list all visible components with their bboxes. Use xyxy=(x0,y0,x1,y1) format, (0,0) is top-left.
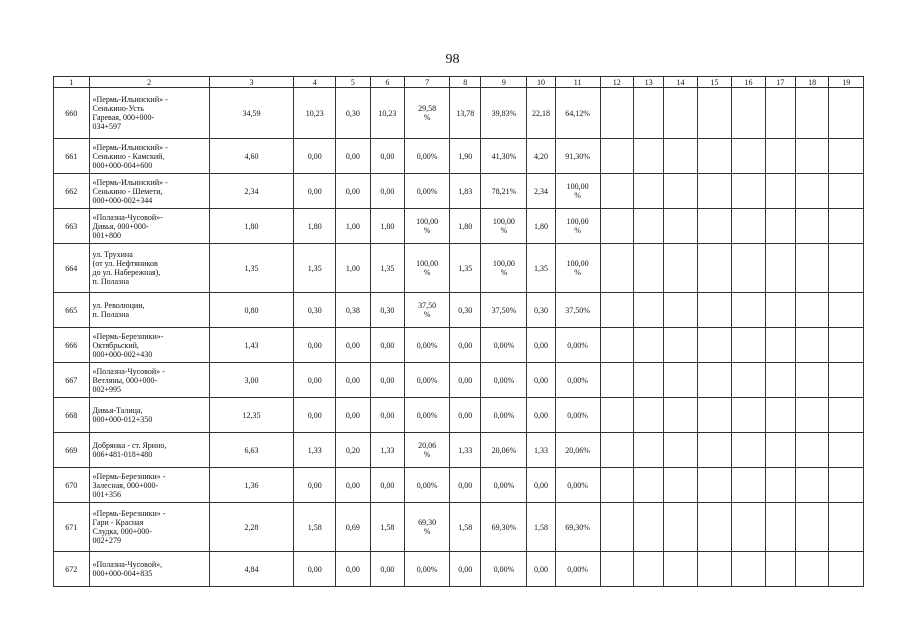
value-cell: 0,00 xyxy=(336,552,370,587)
value-cell: 0,00% xyxy=(405,468,450,503)
value-cell: 1,80 xyxy=(527,209,555,244)
value-cell: 0,00 xyxy=(527,328,555,363)
table-row xyxy=(54,293,864,328)
column-header: 4 xyxy=(294,77,336,88)
table-row xyxy=(54,433,864,468)
table-row xyxy=(54,328,864,363)
value-cell: 0,00 xyxy=(370,363,404,398)
value-cell: 0,00 xyxy=(370,174,404,209)
empty-cell xyxy=(765,398,795,433)
value-cell: 0,30 xyxy=(527,293,555,328)
column-header: 17 xyxy=(765,77,795,88)
value-cell: 0,00 xyxy=(527,363,555,398)
value-cell: 0,00 xyxy=(370,139,404,174)
value-cell: 69,30 % xyxy=(405,503,450,552)
value-cell: 0,00 xyxy=(336,363,370,398)
road-name-cell: ул. Революции, п. Полазна xyxy=(89,293,209,328)
table-row xyxy=(54,209,864,244)
empty-cell xyxy=(829,328,864,363)
value-cell: 0,00 xyxy=(450,552,481,587)
value-cell: 91,30% xyxy=(555,139,600,174)
empty-cell xyxy=(795,552,828,587)
value-cell: 0,00 xyxy=(294,468,336,503)
column-header: 15 xyxy=(697,77,731,88)
row-number-cell: 661 xyxy=(54,139,90,174)
empty-cell xyxy=(765,503,795,552)
empty-cell xyxy=(732,139,765,174)
value-cell: 100,00 % xyxy=(555,209,600,244)
table-row xyxy=(54,552,864,587)
empty-cell xyxy=(664,433,697,468)
empty-cell xyxy=(829,139,864,174)
empty-cell xyxy=(697,363,731,398)
value-cell: 69,30% xyxy=(555,503,600,552)
value-cell: 12,35 xyxy=(209,398,294,433)
value-cell: 0,00 xyxy=(370,328,404,363)
empty-cell xyxy=(600,363,633,398)
value-cell: 0,00 xyxy=(336,174,370,209)
empty-cell xyxy=(829,244,864,293)
value-cell: 0,00% xyxy=(481,398,527,433)
value-cell: 10,23 xyxy=(370,88,404,139)
value-cell: 1,90 xyxy=(450,139,481,174)
value-cell: 0,00% xyxy=(555,328,600,363)
value-cell: 69,30% xyxy=(481,503,527,552)
value-cell: 0,00 xyxy=(294,552,336,587)
empty-cell xyxy=(664,244,697,293)
table-row xyxy=(54,244,864,293)
row-number-cell: 664 xyxy=(54,244,90,293)
road-name-cell: «Пермь-Ильинский» - Сенькино - Шемети, 000+000-002+344 xyxy=(89,174,209,209)
empty-cell xyxy=(664,328,697,363)
value-cell: 4,60 xyxy=(209,139,294,174)
value-cell: 1,00 xyxy=(336,244,370,293)
value-cell: 39,83% xyxy=(481,88,527,139)
empty-cell xyxy=(765,433,795,468)
road-name-cell: «Полазна-Чусовой»- Дивья, 000+000- 001+800 xyxy=(89,209,209,244)
value-cell: 0,00 xyxy=(336,328,370,363)
empty-cell xyxy=(732,552,765,587)
empty-cell xyxy=(765,328,795,363)
value-cell: 100,00 % xyxy=(481,244,527,293)
empty-cell xyxy=(765,552,795,587)
value-cell: 0,00% xyxy=(555,363,600,398)
empty-cell xyxy=(697,88,731,139)
empty-cell xyxy=(664,468,697,503)
value-cell: 0,00% xyxy=(405,328,450,363)
empty-cell xyxy=(795,328,828,363)
empty-cell xyxy=(634,552,664,587)
empty-cell xyxy=(795,293,828,328)
empty-cell xyxy=(664,293,697,328)
value-cell: 2,34 xyxy=(209,174,294,209)
row-number-cell: 663 xyxy=(54,209,90,244)
empty-cell xyxy=(664,363,697,398)
empty-cell xyxy=(634,293,664,328)
row-number-cell: 669 xyxy=(54,433,90,468)
empty-cell xyxy=(697,244,731,293)
row-number-cell: 670 xyxy=(54,468,90,503)
empty-cell xyxy=(795,398,828,433)
value-cell: 37,50 % xyxy=(405,293,450,328)
value-cell: 0,00% xyxy=(405,139,450,174)
column-header: 14 xyxy=(664,77,697,88)
empty-cell xyxy=(795,433,828,468)
table-header-row xyxy=(54,77,864,88)
column-header: 11 xyxy=(555,77,600,88)
table-row xyxy=(54,398,864,433)
empty-cell xyxy=(765,293,795,328)
row-number-cell: 668 xyxy=(54,398,90,433)
empty-cell xyxy=(829,174,864,209)
empty-cell xyxy=(732,468,765,503)
empty-cell xyxy=(829,398,864,433)
value-cell: 41,30% xyxy=(481,139,527,174)
empty-cell xyxy=(732,174,765,209)
empty-cell xyxy=(600,139,633,174)
empty-cell xyxy=(829,468,864,503)
empty-cell xyxy=(732,433,765,468)
value-cell: 0,00 xyxy=(294,139,336,174)
value-cell: 0,30 xyxy=(336,88,370,139)
empty-cell xyxy=(795,468,828,503)
value-cell: 0,00 xyxy=(527,398,555,433)
value-cell: 0,00 xyxy=(294,328,336,363)
empty-cell xyxy=(732,363,765,398)
value-cell: 1,35 xyxy=(370,244,404,293)
value-cell: 1,58 xyxy=(370,503,404,552)
value-cell: 1,58 xyxy=(527,503,555,552)
empty-cell xyxy=(600,244,633,293)
column-header: 9 xyxy=(481,77,527,88)
value-cell: 1,35 xyxy=(209,244,294,293)
value-cell: 0,20 xyxy=(336,433,370,468)
value-cell: 1,35 xyxy=(294,244,336,293)
column-header: 3 xyxy=(209,77,294,88)
table-row xyxy=(54,139,864,174)
empty-cell xyxy=(732,293,765,328)
value-cell: 3,00 xyxy=(209,363,294,398)
column-header: 8 xyxy=(450,77,481,88)
value-cell: 4,20 xyxy=(527,139,555,174)
row-number-cell: 660 xyxy=(54,88,90,139)
empty-cell xyxy=(600,433,633,468)
value-cell: 0,30 xyxy=(294,293,336,328)
value-cell: 1,83 xyxy=(450,174,481,209)
column-header: 18 xyxy=(795,77,828,88)
empty-cell xyxy=(664,398,697,433)
empty-cell xyxy=(795,363,828,398)
value-cell: 0,00% xyxy=(481,552,527,587)
value-cell: 29,58 % xyxy=(405,88,450,139)
value-cell: 0,00% xyxy=(481,468,527,503)
empty-cell xyxy=(829,363,864,398)
empty-cell xyxy=(732,244,765,293)
page-number: 98 xyxy=(445,52,460,67)
empty-cell xyxy=(664,88,697,139)
value-cell: 2,34 xyxy=(527,174,555,209)
value-cell: 1,00 xyxy=(336,209,370,244)
empty-cell xyxy=(600,88,633,139)
column-header: 19 xyxy=(829,77,864,88)
empty-cell xyxy=(634,209,664,244)
empty-cell xyxy=(600,468,633,503)
empty-cell xyxy=(697,174,731,209)
empty-cell xyxy=(634,244,664,293)
value-cell: 6,63 xyxy=(209,433,294,468)
empty-cell xyxy=(634,503,664,552)
value-cell: 1,80 xyxy=(209,209,294,244)
row-number-cell: 662 xyxy=(54,174,90,209)
empty-cell xyxy=(600,293,633,328)
value-cell: 0,00 xyxy=(527,468,555,503)
empty-cell xyxy=(600,209,633,244)
value-cell: 20,06% xyxy=(481,433,527,468)
empty-cell xyxy=(732,328,765,363)
road-name-cell: «Пермь-Ильинский» - Сенькино-Усть Гаревая, 000+000- 034+597 xyxy=(89,88,209,139)
empty-cell xyxy=(697,468,731,503)
value-cell: 0,00 xyxy=(450,468,481,503)
empty-cell xyxy=(600,552,633,587)
table-row xyxy=(54,363,864,398)
empty-cell xyxy=(697,293,731,328)
value-cell: 20,06% xyxy=(555,433,600,468)
empty-cell xyxy=(732,209,765,244)
empty-cell xyxy=(765,468,795,503)
empty-cell xyxy=(634,468,664,503)
value-cell: 1,33 xyxy=(527,433,555,468)
table-row xyxy=(54,468,864,503)
empty-cell xyxy=(697,398,731,433)
value-cell: 0,00% xyxy=(481,328,527,363)
column-header: 16 xyxy=(732,77,765,88)
empty-cell xyxy=(634,174,664,209)
value-cell: 100,00 % xyxy=(405,244,450,293)
empty-cell xyxy=(732,88,765,139)
empty-cell xyxy=(600,503,633,552)
empty-cell xyxy=(795,503,828,552)
value-cell: 1,80 xyxy=(450,209,481,244)
value-cell: 100,00 % xyxy=(555,244,600,293)
row-number-cell: 666 xyxy=(54,328,90,363)
column-header: 13 xyxy=(634,77,664,88)
value-cell: 4,84 xyxy=(209,552,294,587)
value-cell: 0,00 xyxy=(370,552,404,587)
value-cell: 0,00% xyxy=(405,363,450,398)
empty-cell xyxy=(634,328,664,363)
value-cell: 1,58 xyxy=(450,503,481,552)
value-cell: 100,00 % xyxy=(555,174,600,209)
column-header: 12 xyxy=(600,77,633,88)
value-cell: 0,38 xyxy=(336,293,370,328)
empty-cell xyxy=(634,398,664,433)
value-cell: 0,00 xyxy=(450,328,481,363)
value-cell: 100,00 % xyxy=(405,209,450,244)
empty-cell xyxy=(634,88,664,139)
empty-cell xyxy=(600,174,633,209)
value-cell: 0,00 xyxy=(336,139,370,174)
value-cell: 0,00 xyxy=(336,468,370,503)
row-number-cell: 671 xyxy=(54,503,90,552)
empty-cell xyxy=(829,293,864,328)
table-row xyxy=(54,88,864,139)
value-cell: 0,00% xyxy=(555,398,600,433)
column-header: 7 xyxy=(405,77,450,88)
empty-cell xyxy=(795,88,828,139)
value-cell: 1,35 xyxy=(450,244,481,293)
value-cell: 20,06 % xyxy=(405,433,450,468)
road-name-cell: «Полазна-Чусовой» - Ветляны, 000+000- 002+995 xyxy=(89,363,209,398)
value-cell: 34,59 xyxy=(209,88,294,139)
value-cell: 0,00 xyxy=(336,398,370,433)
column-header: 10 xyxy=(527,77,555,88)
value-cell: 0,00% xyxy=(555,552,600,587)
empty-cell xyxy=(600,328,633,363)
empty-cell xyxy=(795,174,828,209)
value-cell: 1,80 xyxy=(294,209,336,244)
table-row xyxy=(54,174,864,209)
road-name-cell: «Пермь-Березники» - Залесная, 000+000- 001+356 xyxy=(89,468,209,503)
value-cell: 0,00 xyxy=(294,363,336,398)
value-cell: 1,33 xyxy=(294,433,336,468)
value-cell: 0,00% xyxy=(405,552,450,587)
empty-cell xyxy=(664,209,697,244)
value-cell: 1,58 xyxy=(294,503,336,552)
value-cell: 0,00 xyxy=(450,398,481,433)
road-name-cell: «Полазна-Чусовой», 000+000-004+835 xyxy=(89,552,209,587)
empty-cell xyxy=(795,244,828,293)
value-cell: 100,00 % xyxy=(481,209,527,244)
value-cell: 0,00% xyxy=(405,174,450,209)
value-cell: 0,30 xyxy=(450,293,481,328)
empty-cell xyxy=(697,209,731,244)
empty-cell xyxy=(732,398,765,433)
empty-cell xyxy=(634,139,664,174)
empty-cell xyxy=(697,139,731,174)
value-cell: 13,78 xyxy=(450,88,481,139)
value-cell: 1,33 xyxy=(370,433,404,468)
empty-cell xyxy=(829,503,864,552)
value-cell: 10,23 xyxy=(294,88,336,139)
road-name-cell: «Пермь-Березники» - Гари - Красная Слудка, 000+000- 002+279 xyxy=(89,503,209,552)
empty-cell xyxy=(765,88,795,139)
empty-cell xyxy=(829,88,864,139)
row-number-cell: 672 xyxy=(54,552,90,587)
value-cell: 1,43 xyxy=(209,328,294,363)
value-cell: 1,35 xyxy=(527,244,555,293)
value-cell: 78,21% xyxy=(481,174,527,209)
empty-cell xyxy=(765,209,795,244)
value-cell: 0,00 xyxy=(370,468,404,503)
value-cell: 22,18 xyxy=(527,88,555,139)
value-cell: 0,69 xyxy=(336,503,370,552)
value-cell: 2,28 xyxy=(209,503,294,552)
value-cell: 0,00% xyxy=(405,398,450,433)
value-cell: 1,80 xyxy=(370,209,404,244)
value-cell: 0,00 xyxy=(450,363,481,398)
empty-cell xyxy=(765,244,795,293)
road-name-cell: Дивья-Талица, 000+000-012+350 xyxy=(89,398,209,433)
empty-cell xyxy=(697,433,731,468)
empty-cell xyxy=(795,139,828,174)
empty-cell xyxy=(664,552,697,587)
empty-cell xyxy=(765,363,795,398)
empty-cell xyxy=(829,209,864,244)
empty-cell xyxy=(664,174,697,209)
table-row xyxy=(54,503,864,552)
value-cell: 0,00 xyxy=(370,398,404,433)
value-cell: 64,12% xyxy=(555,88,600,139)
row-number-cell: 667 xyxy=(54,363,90,398)
value-cell: 0,80 xyxy=(209,293,294,328)
empty-cell xyxy=(829,552,864,587)
empty-cell xyxy=(765,174,795,209)
value-cell: 0,00 xyxy=(294,174,336,209)
value-cell: 37,50% xyxy=(555,293,600,328)
value-cell: 0,30 xyxy=(370,293,404,328)
empty-cell xyxy=(664,503,697,552)
empty-cell xyxy=(697,552,731,587)
column-header: 2 xyxy=(89,77,209,88)
empty-cell xyxy=(697,328,731,363)
value-cell: 0,00% xyxy=(481,363,527,398)
empty-cell xyxy=(634,433,664,468)
value-cell: 37,50% xyxy=(481,293,527,328)
road-name-cell: «Пермь-Березники»- Октябрьский, 000+000-002+430 xyxy=(89,328,209,363)
empty-cell xyxy=(829,433,864,468)
value-cell: 0,00 xyxy=(294,398,336,433)
road-name-cell: «Пермь-Ильинский» - Сенькино - Камский, 000+000-004+600 xyxy=(89,139,209,174)
value-cell: 1,33 xyxy=(450,433,481,468)
column-header: 1 xyxy=(54,77,90,88)
empty-cell xyxy=(634,363,664,398)
empty-cell xyxy=(732,503,765,552)
empty-cell xyxy=(697,503,731,552)
row-number-cell: 665 xyxy=(54,293,90,328)
data-table xyxy=(53,76,864,587)
column-header: 5 xyxy=(336,77,370,88)
value-cell: 0,00 xyxy=(527,552,555,587)
column-header: 6 xyxy=(370,77,404,88)
empty-cell xyxy=(664,139,697,174)
road-name-cell: ул. Трухина (от ул. Нефтяников до ул. Набережная), п. Полазна xyxy=(89,244,209,293)
empty-cell xyxy=(765,139,795,174)
value-cell: 1,36 xyxy=(209,468,294,503)
value-cell: 0,00% xyxy=(555,468,600,503)
road-name-cell: Добрянка - ст. Ярино, 006+481-018+480 xyxy=(89,433,209,468)
empty-cell xyxy=(795,209,828,244)
empty-cell xyxy=(600,398,633,433)
